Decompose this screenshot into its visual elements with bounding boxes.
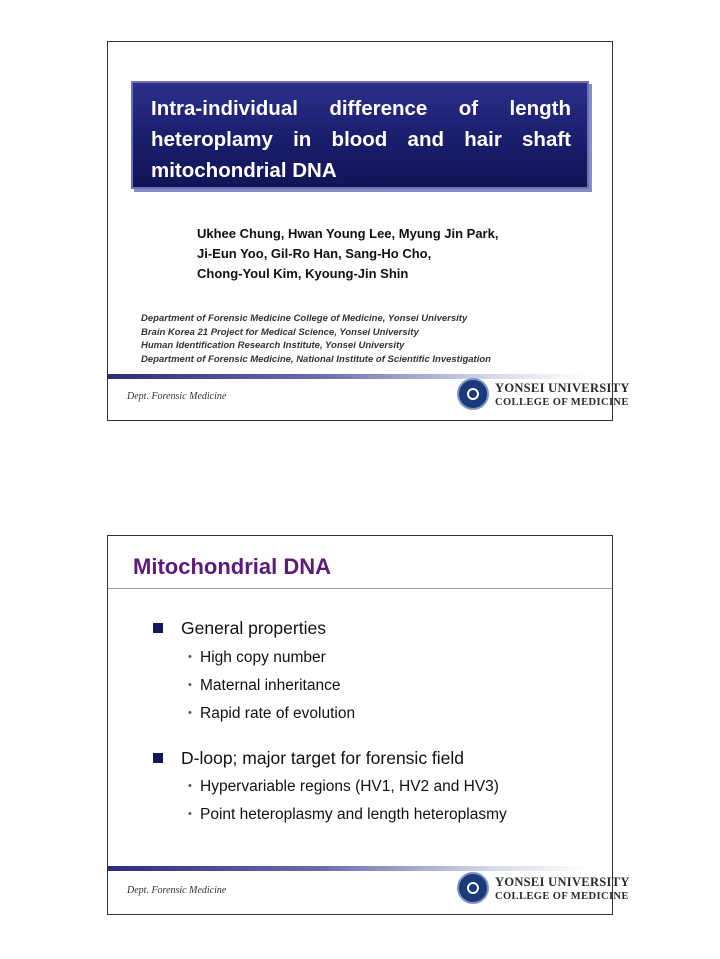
section-heading-text: General properties [181,618,326,638]
dot-bullet-icon: • [188,780,192,792]
footer-divider [108,866,588,871]
section-heading [153,748,464,769]
list-item [188,806,507,824]
affiliation-line: Brain Korea 21 Project for Medical Science, Yonsei University [141,326,419,338]
title-divider [108,588,612,589]
logo-college-text: COLLEGE OF MEDICINE [495,891,629,902]
affiliation-line: Human Identification Research Institute, Yonsei University [141,340,405,351]
logo-college-text: COLLEGE OF MEDICINE [495,397,629,408]
affiliation-line: Department of Forensic Medicine, National Institute of Scientific Investigation [141,353,491,365]
university-logo [457,872,630,908]
author-line: Chong-Youl Kim, Kyoung-Jin Shin [197,266,409,281]
dot-bullet-icon: • [188,808,192,820]
footer-dept-label: Dept. Forensic Medicine [127,391,227,402]
section-heading-text: D-loop; major target for forensic field [181,748,465,768]
list-item-text: Rapid rate of evolution [200,705,356,722]
list-item-text: Maternal inheritance [200,677,341,694]
list-item [188,778,499,796]
list-item-text: Point heteroplasmy and length heteroplasmy [200,806,507,823]
list-item-text: Hypervariable regions (HV1, HV2 and HV3) [200,778,499,795]
title-banner [131,81,589,189]
title-slide [107,41,630,421]
footer-dept-label: Dept. Forensic Medicine [127,885,227,896]
dot-bullet-icon: • [188,707,192,719]
university-seal-icon [457,378,489,410]
list-item [188,649,326,667]
affiliation-list [141,312,491,366]
list-item [188,705,355,723]
author-list [197,224,498,284]
university-seal-icon [457,872,489,904]
content-slide [107,535,630,915]
university-logo [457,378,630,414]
affiliation-line: Department of Forensic Medicine College of Medicine, Yonsei University [141,313,468,324]
slide-title: Mitochondrial DNA [133,554,331,579]
list-item-text: High copy number [200,649,326,666]
dot-bullet-icon: • [188,651,192,663]
author-line: Ukhee Chung, Hwan Young Lee, Myung Jin Park, [197,226,499,241]
logo-university-text: YONSEI UNIVERSITY [495,875,630,889]
square-bullet-icon [153,623,163,633]
section-heading [153,618,326,639]
square-bullet-icon [153,753,163,763]
author-line: Ji-Eun Yoo, Gil-Ro Han, Sang-Ho Cho, [197,246,432,261]
logo-university-text: YONSEI UNIVERSITY [495,381,630,395]
slide-title: Intra-individual difference of length heteroplamy in blood and hair shaft mitochondrial DNA [151,97,571,182]
list-item [188,677,340,695]
dot-bullet-icon: • [188,679,192,691]
